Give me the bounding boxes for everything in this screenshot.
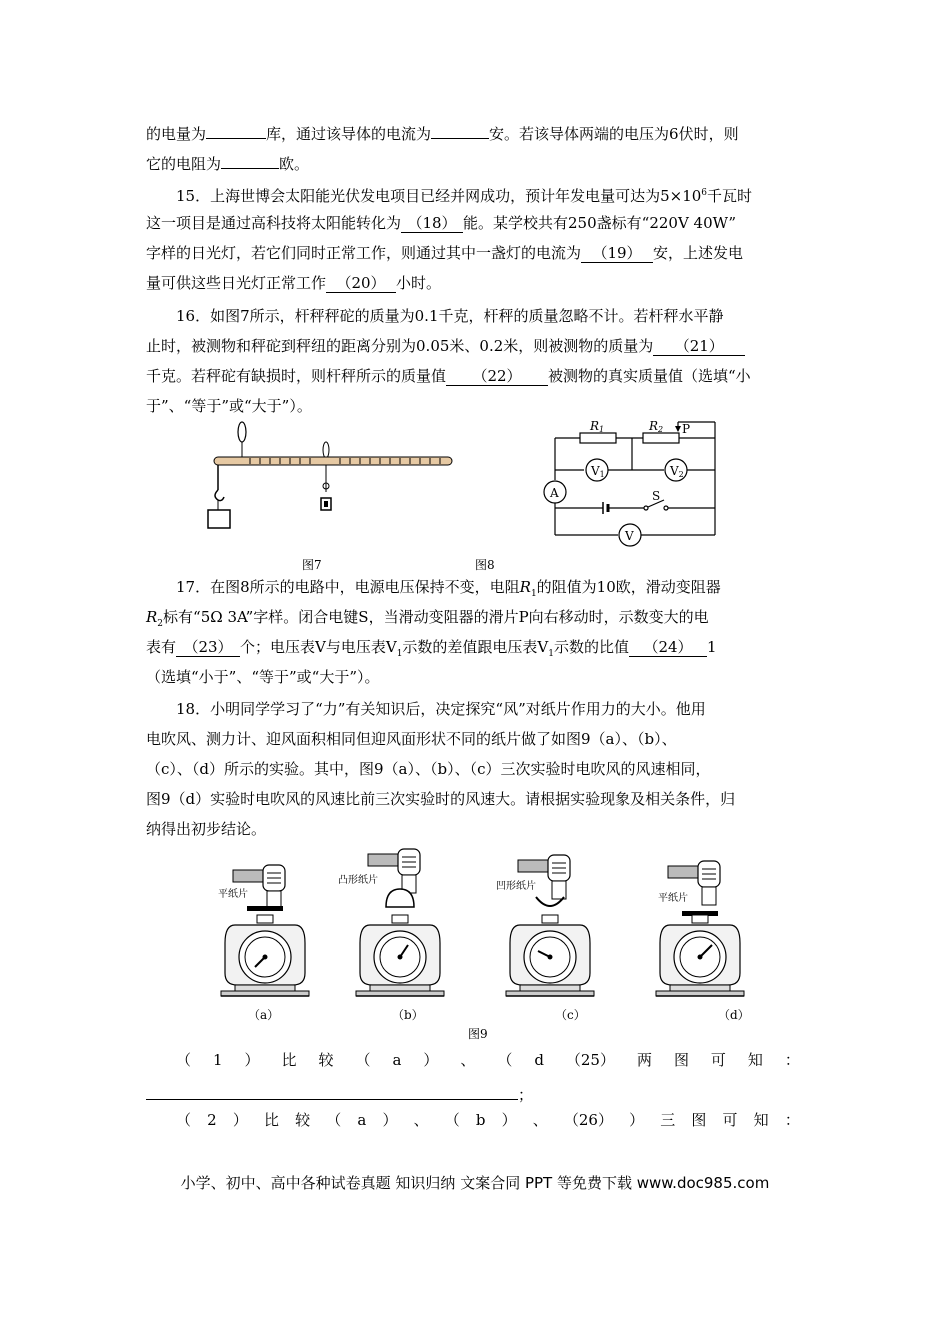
- question-18-line-3: （c）、（d）所示的实验。其中，图9（a）、（b）、（c）三次实验时电吹风的风速相同，: [146, 760, 711, 778]
- line-2: 它的电阻为 欧。: [146, 151, 309, 174]
- figure-9-experiments: [210, 845, 750, 1010]
- conclusion1-token: 可: [710, 1051, 726, 1069]
- question-15-line-1: 15．上海世博会太阳能光伏发电项目已经并网成功，预计年发电量可达为$5\times 10^6$千瓦时: [176, 187, 753, 205]
- svg-text:V1: V1: [591, 464, 605, 479]
- conclusion1-token: （: [497, 1051, 513, 1069]
- question-16-line-1: 16．如图7所示，杆秤秤砣的质量为0.1千克，杆秤的质量忽略不计。若杆秤水平静: [176, 307, 724, 325]
- figure-9d: [656, 861, 744, 996]
- blank: [431, 121, 489, 139]
- conclusion2-token: 图: [691, 1111, 707, 1129]
- conclusion1-token: 较: [318, 1051, 334, 1069]
- svg-text:R1: R1: [590, 419, 605, 434]
- caption-figure-9: 图9: [468, 1027, 488, 1041]
- conclusion1-token: 1: [212, 1051, 223, 1069]
- conclusion2-token: 知: [753, 1111, 769, 1129]
- blank-21: （21）: [653, 338, 745, 356]
- question-18-line-5: 纳得出初步结论。: [146, 820, 267, 838]
- conclusion2-token: ：: [784, 1111, 800, 1129]
- conclusion1-token: ）: [244, 1051, 260, 1069]
- figure-8-circuit: [540, 420, 730, 555]
- question-18-line-1: 18．小明同学学习了“力”有关知识后，决定探究“风”对纸片作用力的大小。他用: [176, 700, 706, 718]
- conclusion2-token: ）: [232, 1111, 248, 1129]
- svg-text:P: P: [682, 422, 691, 436]
- blank-22: （22）: [446, 368, 548, 386]
- conclusion2-token: ）: [382, 1111, 398, 1129]
- blank-19: （19）: [581, 245, 653, 263]
- question-16-line-3: 千克。若秤砣有缺损时，则杆秤所示的质量值 （22） 被测物的真实质量值（选填“小: [146, 367, 751, 385]
- question-16-line-2: 止时，被测物和秤砣到秤纽的距离分别为0.05米、0.2米，则被测物的质量为 （21）: [146, 336, 745, 356]
- conclusion-1-answer-line: ；: [146, 1082, 533, 1105]
- figure-9a: [221, 865, 309, 996]
- question-15-line-2: 这一项目是通过高科技将太阳能转化为 （18） 能。某学校共有250盏标有“220V 40W”: [146, 214, 736, 232]
- conclusion1-token: d: [534, 1051, 544, 1069]
- caption-9d: （d）: [718, 1008, 750, 1022]
- svg-text:凹形纸片: 凹形纸片: [496, 881, 536, 892]
- page-footer: 小学、初中、高中各种试卷真题 知识归纳 文案合同 PPT 等免费下载 www.doc985.com: [180, 1174, 770, 1192]
- conclusion1-token: （: [176, 1051, 192, 1069]
- conclusion1-token: （25）: [565, 1051, 615, 1069]
- conclusion2-token: 可: [722, 1111, 738, 1129]
- rheostat-r2: [643, 433, 679, 443]
- caption-9a: （a）: [248, 1008, 280, 1022]
- conclusion1-token: a: [392, 1051, 402, 1069]
- blank-20: （20）: [326, 275, 396, 293]
- svg-text:S: S: [652, 489, 661, 503]
- conclusion2-token: （: [326, 1111, 342, 1129]
- caption-figure-7: 图7: [302, 558, 322, 572]
- conclusion-2-line: [176, 1110, 800, 1130]
- conclusion2-token: （26）: [563, 1111, 613, 1129]
- conclusion1-token: ：: [784, 1051, 800, 1069]
- conclusion2-token: 较: [295, 1111, 311, 1129]
- question-16-line-4: 于”、“等于”或“大于”）。: [146, 397, 312, 415]
- blank: [206, 121, 266, 139]
- conclusion1-token: 、: [460, 1051, 476, 1069]
- conclusion2-token: a: [357, 1111, 367, 1129]
- question-15-line-4: 量可供这些日光灯正常工作 （20） 小时。: [146, 274, 442, 292]
- question-17-line-1: 17．在图8所示的电路中，电源电压保持不变，电阻$R_1$的阻值为10欧，滑动变阻器: [176, 578, 721, 599]
- conclusion2-token: 2: [207, 1111, 217, 1129]
- svg-text:凸形纸片: 凸形纸片: [338, 875, 378, 886]
- question-17-line-2: $R_2$标有“5Ω 3A”字样。闭合电键S，当滑动变阻器的滑片P向右移动时，示数变大的电: [146, 608, 709, 629]
- blank-24: （24）: [629, 639, 707, 657]
- svg-text:R2: R2: [649, 419, 664, 434]
- question-18-line-4: 图9（d）实验时电吹风的风速比前三次实验时的风速大。请根据实验现象及相关条件，归: [146, 790, 736, 808]
- caption-9c: （c）: [555, 1008, 586, 1022]
- conclusion2-token: （: [176, 1111, 192, 1129]
- conclusion2-token: 比: [263, 1111, 279, 1129]
- figure-9b: [356, 849, 444, 996]
- svg-text:平纸片: 平纸片: [658, 893, 688, 904]
- conclusion2-token: 、: [413, 1111, 429, 1129]
- caption-9b: （b）: [392, 1008, 424, 1022]
- conclusion1-token: 两: [636, 1051, 652, 1069]
- question-17-line-4: （选填“小于”、“等于”或“大于”）。: [146, 668, 380, 686]
- svg-text:A: A: [550, 486, 559, 500]
- blank-25-line: [146, 1082, 518, 1100]
- svg-text:V2: V2: [670, 464, 684, 479]
- figure-9c: [506, 855, 594, 996]
- conclusion2-token: b: [475, 1111, 486, 1129]
- blank-18: （18）: [401, 215, 463, 233]
- svg-text:平纸片: 平纸片: [218, 889, 248, 900]
- line-1: 的电量为 库，通过该导体的电流为 安。若该导体两端的电压为6伏时，则: [146, 121, 739, 144]
- question-17-line-3: 表有 （23） 个；电压表V与电压表$V_1$示数的差值跟电压表$V_1$示数的比值 （24） 1: [146, 638, 717, 659]
- conclusion1-token: ）: [423, 1051, 439, 1069]
- conclusion1-token: 知: [747, 1051, 763, 1069]
- resistor-r1: [580, 433, 616, 443]
- question-15-line-3: 字样的日光灯，若它们同时正常工作，则通过其中一盏灯的电流为 （19） 安，上述发电: [146, 244, 744, 262]
- conclusion2-token: ）: [629, 1111, 645, 1129]
- conclusion2-token: 三: [660, 1111, 676, 1129]
- conclusion1-token: 图: [673, 1051, 689, 1069]
- svg-text:V: V: [625, 529, 634, 543]
- blank: [221, 151, 279, 169]
- question-18-line-2: 电吹风、测力计、迎风面积相同但迎风面形状不同的纸片做了如图9（a）、（b）、: [146, 730, 677, 748]
- figure-7-steelyard: [200, 420, 470, 540]
- conclusion2-token: 、: [532, 1111, 548, 1129]
- blank-23: （23）: [176, 639, 240, 657]
- conclusion2-token: ）: [501, 1111, 517, 1129]
- conclusion1-token: 比: [281, 1051, 297, 1069]
- conclusion1-token: （: [355, 1051, 371, 1069]
- conclusion-1-line: [176, 1050, 800, 1070]
- caption-figure-8: 图8: [475, 558, 495, 572]
- conclusion2-token: （: [444, 1111, 460, 1129]
